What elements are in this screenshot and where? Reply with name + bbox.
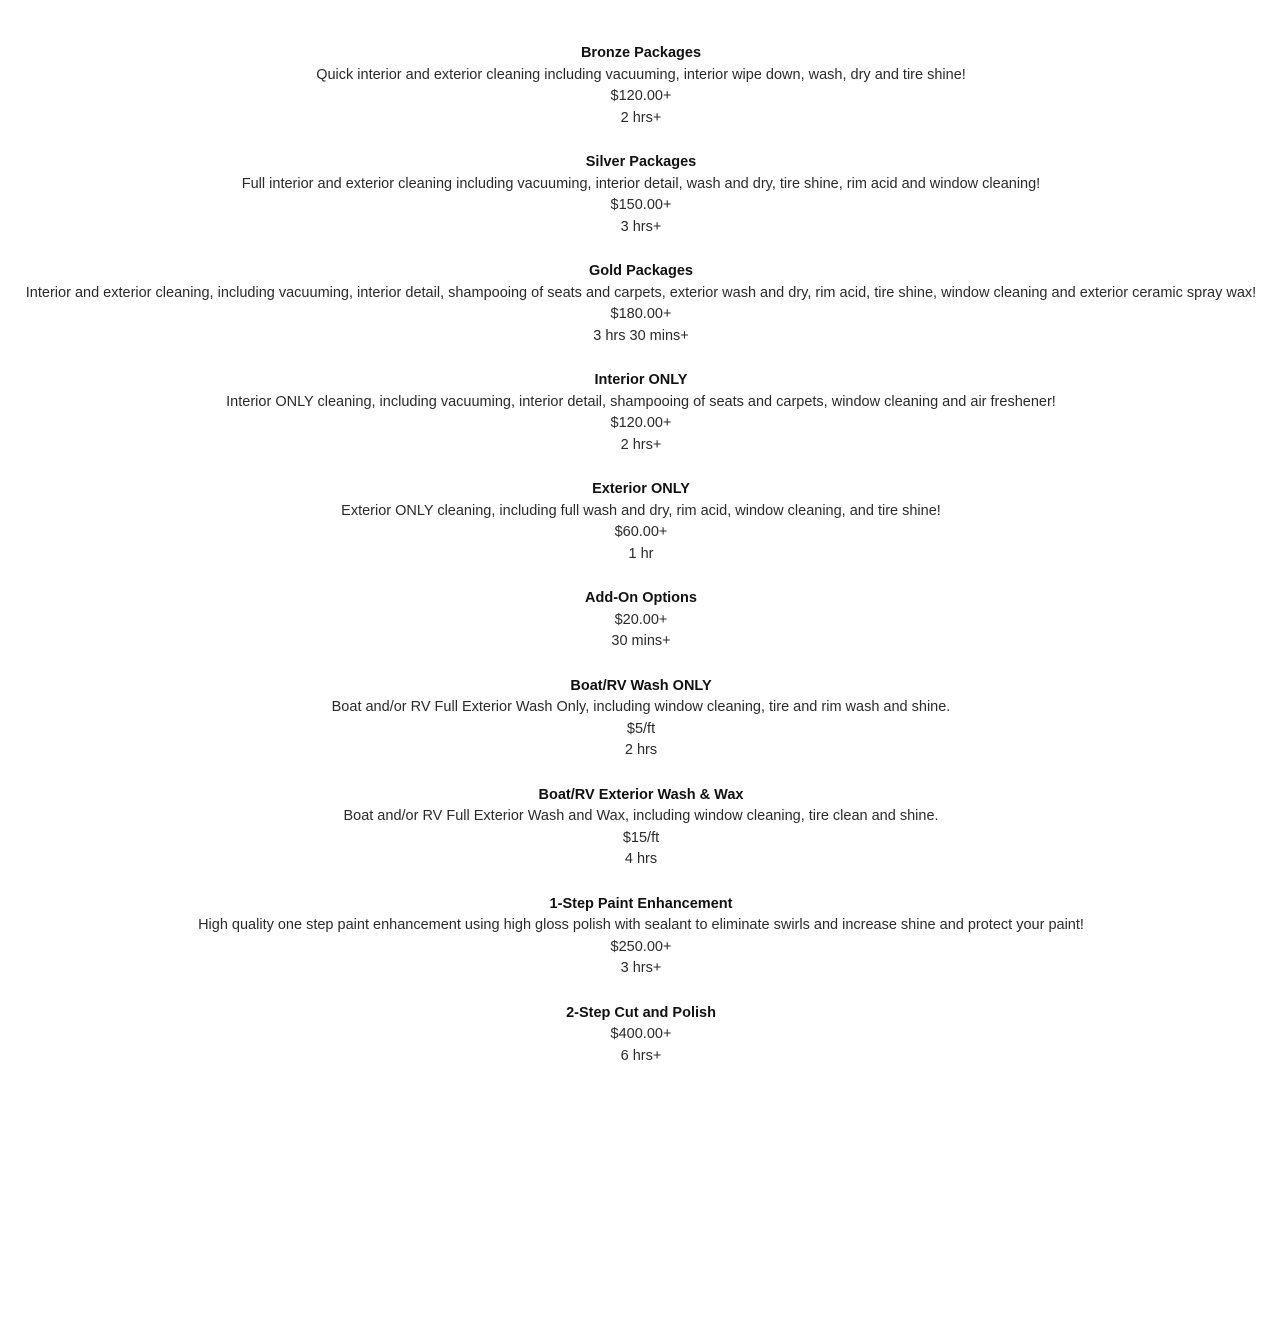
service-name: Boat/RV Exterior Wash & Wax [538,786,744,803]
service-name: Exterior ONLY [592,481,690,497]
services-list [20,43,1262,1067]
service-section [20,370,1262,456]
service-price: $120.00+ [610,415,672,431]
service-description: High quality one step paint enhancement using high gloss polish with sealant to eliminate swirls and increase shine and protect your paint! [198,917,1084,933]
service-name: Gold Packages [589,263,693,279]
service-name: Interior ONLY [594,372,688,388]
service-price: $120.00+ [610,88,672,104]
service-description: Boat and/or RV Full Exterior Wash and Wax, including window cleaning, tire clean and shine. [343,808,939,824]
service-section [20,676,1262,762]
service-price: $400.00+ [610,1026,672,1042]
service-section [20,894,1262,980]
service-name: Add-On Options [585,590,697,606]
service-price: $180.00+ [610,306,672,322]
service-name: Boat/RV Wash ONLY [570,677,712,694]
service-price: $150.00+ [610,197,672,213]
service-price: $250.00+ [610,938,672,955]
service-section [20,43,1262,129]
service-section [20,479,1262,565]
service-section [20,1003,1262,1068]
service-duration: 2 hrs [624,742,658,758]
service-duration: 2 hrs+ [620,109,662,126]
service-description: Full interior and exterior cleaning including vacuuming, interior detail, wash and dry, tire shine, rim acid and window cleaning! [241,175,1041,192]
service-name: 2-Step Cut and Polish [566,1004,716,1021]
service-section [20,588,1262,653]
service-duration: 4 hrs [624,851,658,867]
service-price: $60.00+ [614,524,668,540]
service-description: Interior ONLY cleaning, including vacuuming, interior detail, shampooing of seats and carpets, window cleaning and air freshener! [226,393,1056,410]
service-duration: 3 hrs+ [620,960,662,976]
service-description: Quick interior and exterior cleaning including vacuuming, interior wipe down, wash, dry and tire shine! [316,66,966,83]
service-duration: 3 hrs+ [620,218,662,235]
service-section [20,785,1262,871]
service-section [20,261,1262,347]
service-price: $20.00+ [614,611,668,628]
service-duration: 6 hrs+ [620,1047,662,1064]
service-description: Interior and exterior cleaning, including vacuuming, interior detail, shampooing of seats and carpets, exterior wash and dry, rim acid, tire shine, window cleaning and exterior ceramic spray wax! [25,284,1257,301]
service-duration: 1 hr [628,545,654,562]
service-price: $15/ft [622,829,660,846]
service-name: 1-Step Paint Enhancement [549,895,733,912]
service-price: $5/ft [626,720,656,737]
service-name: Bronze Packages [580,45,702,61]
service-section [20,152,1262,238]
service-duration: 30 mins+ [611,633,671,649]
service-description: Boat and/or RV Full Exterior Wash Only, including window cleaning, tire and rim wash and shine. [331,699,951,715]
service-name: Silver Packages [585,154,697,170]
service-duration: 3 hrs 30 mins+ [593,327,689,344]
service-duration: 2 hrs+ [620,436,662,453]
service-description: Exterior ONLY cleaning, including full wash and dry, rim acid, window cleaning, and tire shine! [341,502,941,519]
